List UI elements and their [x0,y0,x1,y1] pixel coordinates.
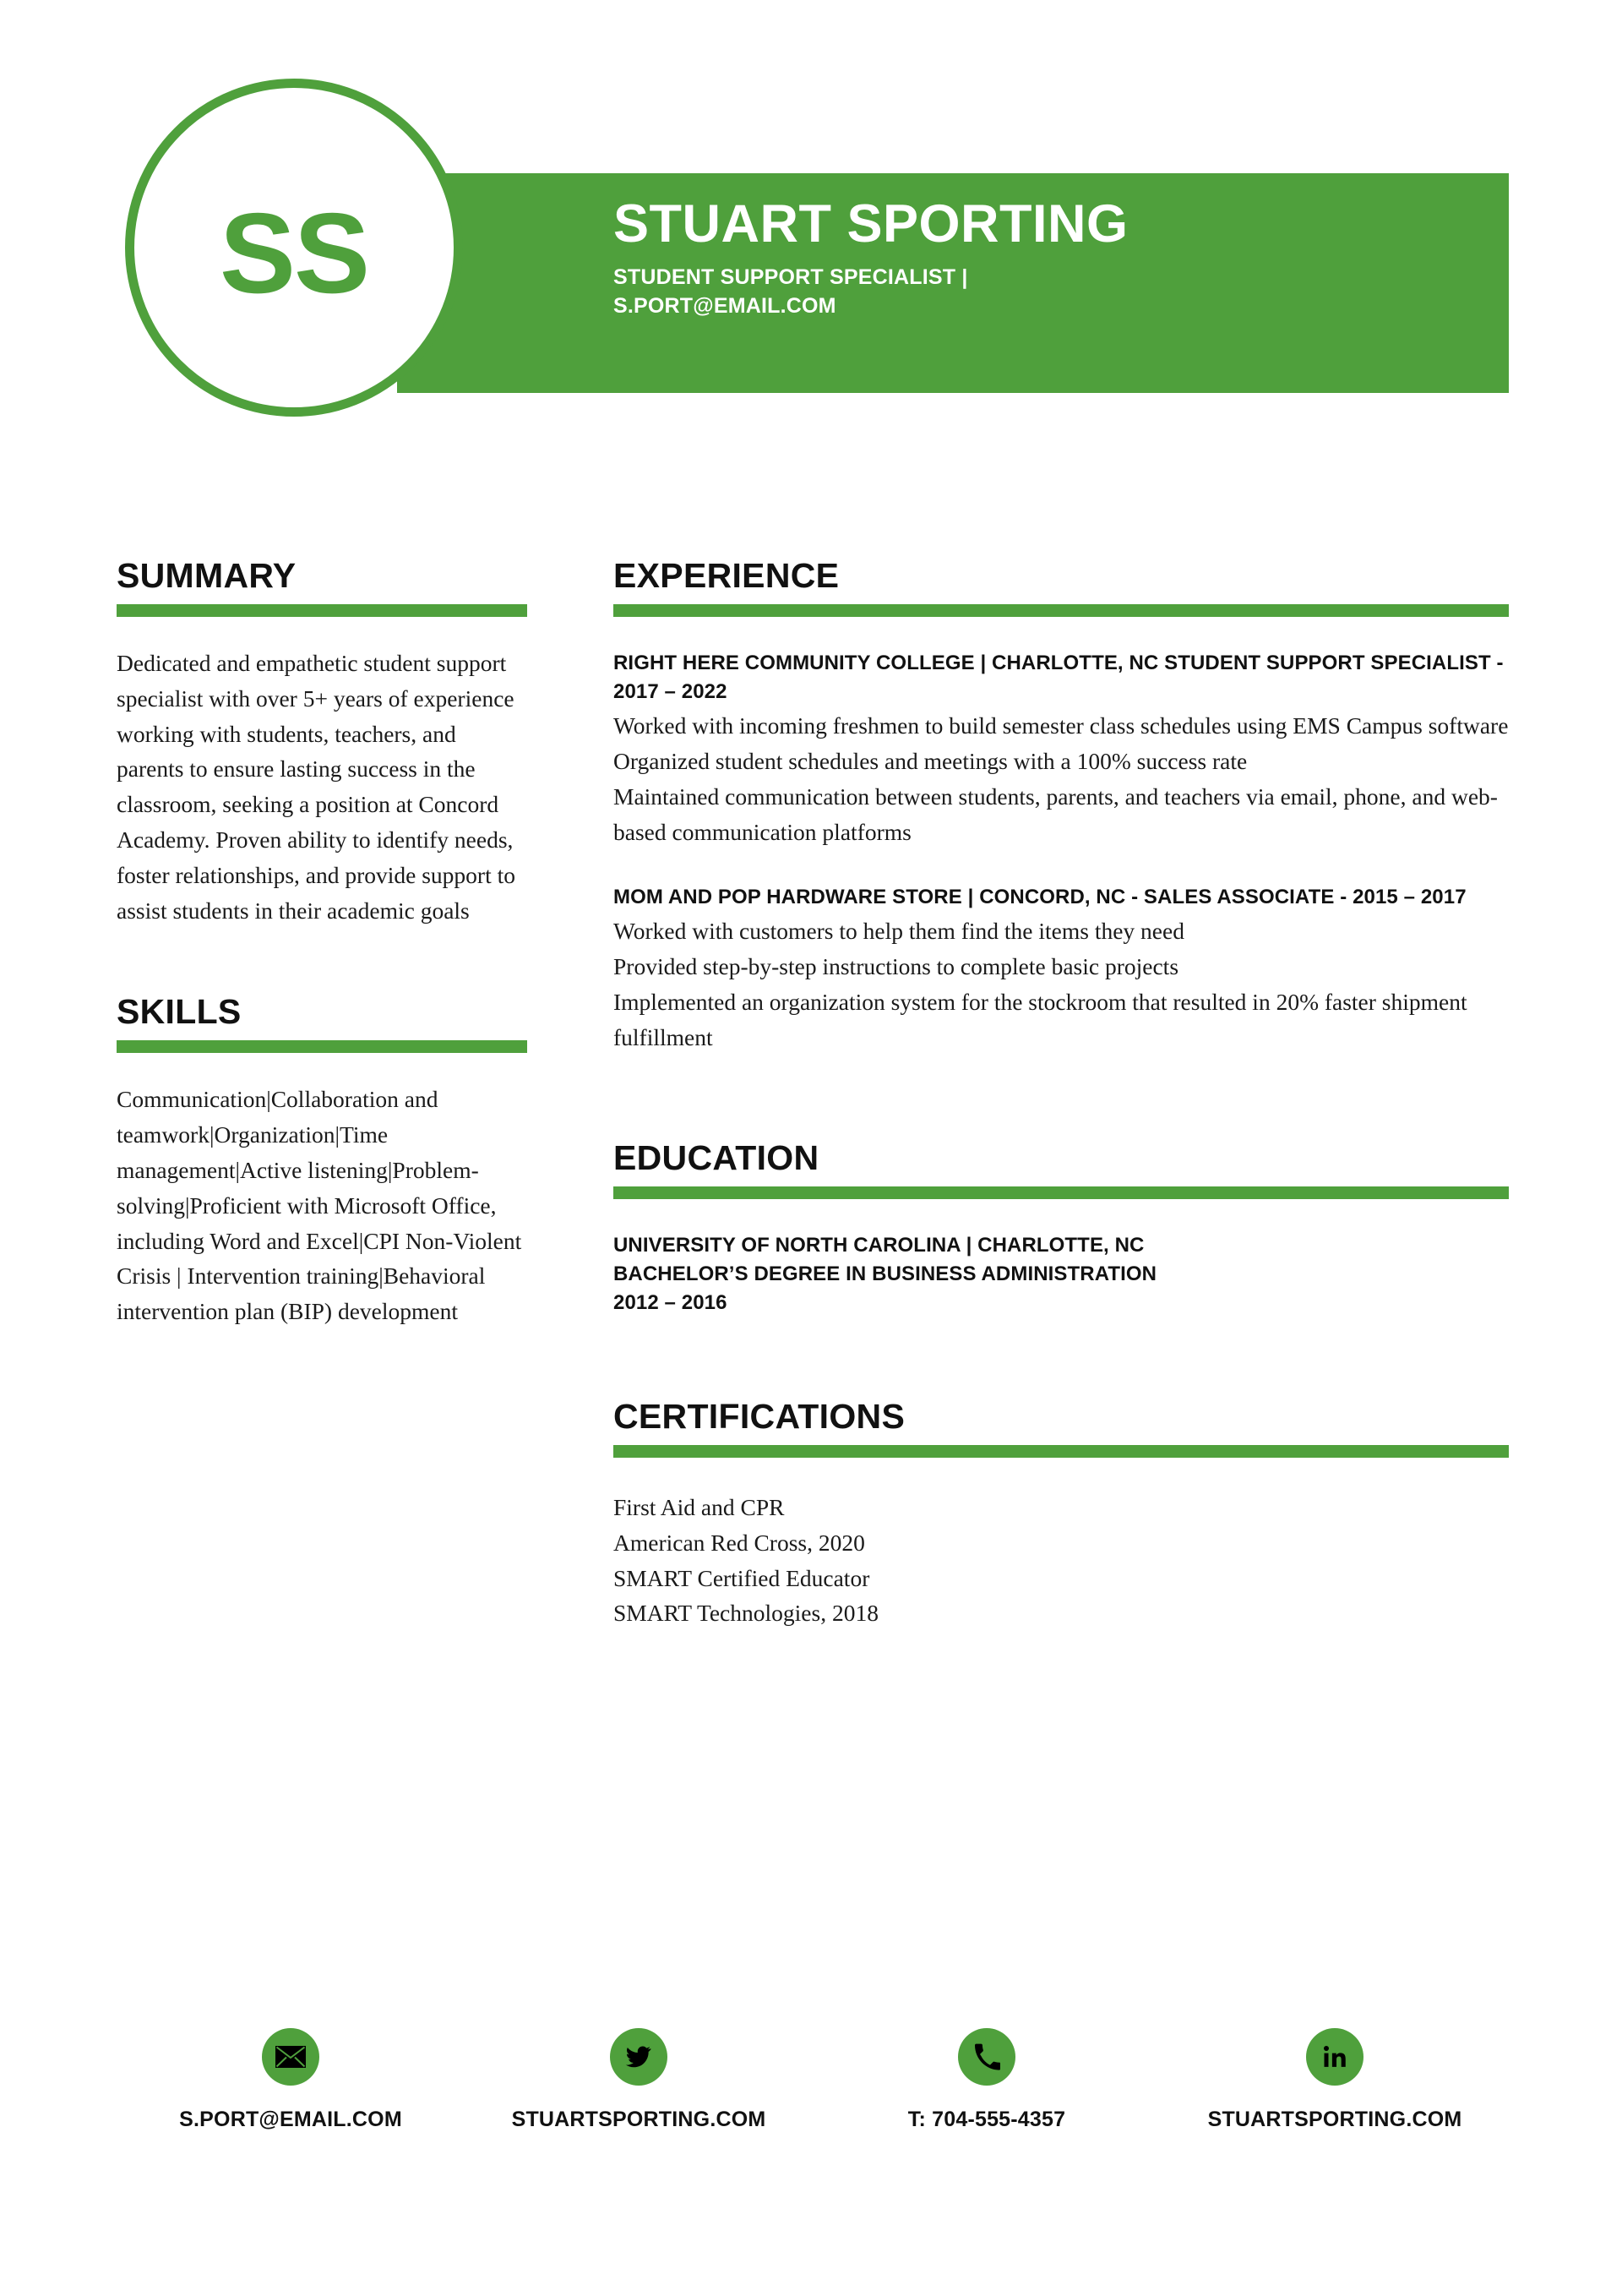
experience-divider [613,604,1509,617]
left-column [117,558,527,1329]
contact-footer [117,2028,1509,2132]
footer-contact-label: STUARTSPORTING.COM [1207,2108,1462,2131]
experience-bullet: Maintained communication between students, parents, and teachers via email, phone, and web-based communication platforms [613,783,1498,845]
footer-contact-twitter[interactable] [465,2028,813,2132]
experience-bullet: Worked with customers to help them find the items they need [613,918,1184,945]
email-icon [262,2028,319,2086]
phone-icon [958,2028,1015,2086]
certification-line: American Red Cross, 2020 [613,1529,865,1556]
summary-divider [117,604,527,617]
summary-heading: SUMMARY [117,556,297,595]
experience-entry-heading: RIGHT HERE COMMUNITY COLLEGE | CHARLOTTE, NC STUDENT SUPPORT SPECIALIST - 2017 – 2022 [613,652,1504,704]
experience-entry-heading: MOM AND POP HARDWARE STORE | CONCORD, NC - SALES ASSOCIATE - 2015 – 2017 [613,886,1467,909]
footer-contact-label: STUARTSPORTING.COM [511,2108,766,2131]
experience-entry [613,883,1509,1055]
experience-entry [613,649,1509,849]
experience-heading: EXPERIENCE [613,556,840,595]
certifications-divider [613,1445,1509,1458]
footer-contact-label: T: 704-555-4357 [907,2108,1066,2131]
education-heading: EDUCATION [613,1137,819,1177]
certifications-section [613,1396,1509,1631]
experience-entry-bullets [613,708,1509,849]
summary-text: Dedicated and empathetic student support specialist with over 5+ years of experience working with students, teachers, and parents to ensure lasting success in the classroom, seeking a position at Concord Academy. Proven ability to identify needs, foster relationships, and provide support to assist students in their academic goals [117,650,515,924]
skills-text: Communication|Collaboration and teamwork|Organization|Time management|Active listening|Problem-solving|Proficient with Microsoft Office, including Word and Excel|CPI Non-Violent Crisis | Intervention training|Behavioral intervention plan (BIP) development [117,1086,522,1325]
certification-line: SMART Certified Educator [613,1564,870,1591]
experience-entry-bullets [613,913,1509,1055]
avatar [125,79,463,417]
candidate-job-title: STUDENT SUPPORT SPECIALIST | [613,265,968,290]
footer-contact-email[interactable] [117,2028,465,2132]
experience-bullet: Organized student schedules and meetings with a 100% success rate [613,748,1248,774]
experience-bullet: Implemented an organization system for the stockroom that resulted in 20% faster shipment fulfillment [613,989,1467,1050]
skills-section [117,994,527,1329]
experience-section [613,558,1509,1055]
certifications-heading: CERTIFICATIONS [613,1396,906,1436]
experience-bullet: Worked with incoming freshmen to build semester class schedules using EMS Campus software [613,712,1509,739]
skills-heading: SKILLS [117,992,242,1032]
footer-contact-linkedin[interactable] [1161,2028,1509,2132]
avatar-initials: SS [219,188,369,317]
certifications-list [613,1490,1509,1631]
header-text-block [613,196,1129,321]
education-entry [613,1231,1509,1317]
education-degree: BACHELOR’S DEGREE IN BUSINESS ADMINISTRATION [613,1262,1157,1285]
experience-bullet: Provided step-by-step instructions to complete basic projects [613,953,1179,980]
candidate-name: STUART SPORTING [613,194,1129,254]
certification-line: First Aid and CPR [613,1493,785,1520]
twitter-icon [610,2028,667,2086]
header-subtitle-block [613,264,1129,321]
resume-header [0,0,1622,456]
linkedin-icon [1306,2028,1363,2086]
certification-line: SMART Technologies, 2018 [613,1600,879,1627]
education-divider [613,1186,1509,1199]
education-school: UNIVERSITY OF NORTH CAROLINA | CHARLOTTE, NC [613,1233,1145,1257]
footer-contact-label: S.PORT@EMAIL.COM [179,2108,402,2131]
education-dates: 2012 – 2016 [613,1290,727,1314]
skills-divider [117,1040,527,1053]
summary-section [117,558,527,928]
footer-contact-phone[interactable] [813,2028,1161,2132]
right-column [613,558,1509,1631]
education-section [613,1137,1509,1317]
candidate-header-email: S.PORT@EMAIL.COM [613,293,836,318]
